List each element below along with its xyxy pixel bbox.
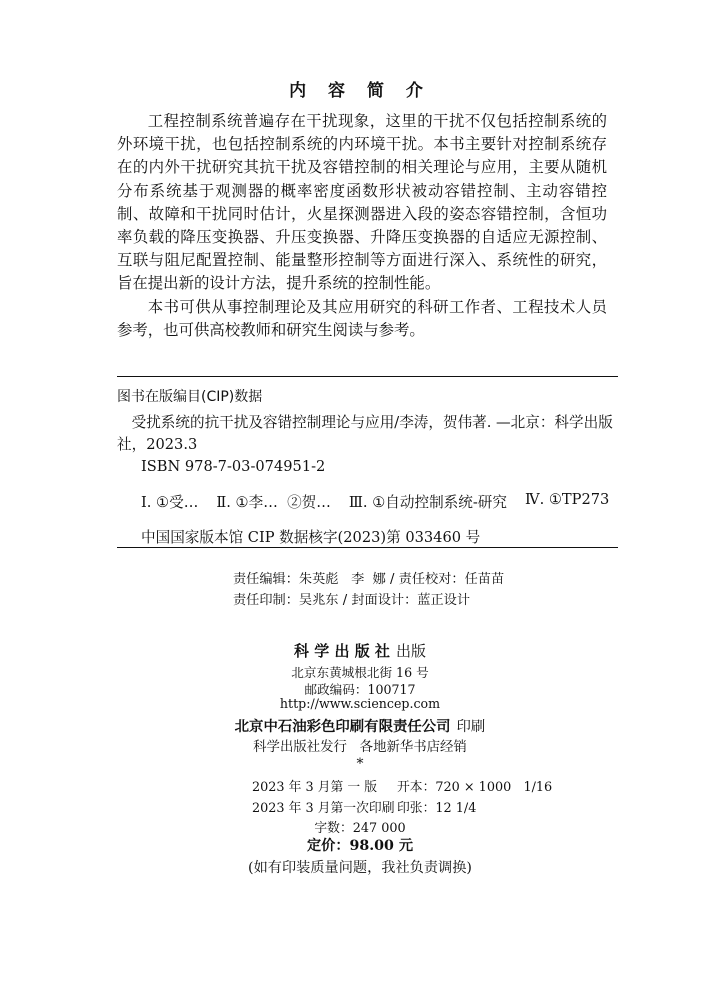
publisher-name: 科 学 出 版 社 (294, 642, 390, 660)
publisher-postcode: 邮政编码：100717 (304, 682, 416, 697)
edition-first: 2023 年 3 月第 一 版 (252, 780, 378, 795)
cip-class-3: Ⅲ. ①自动控制系统-研究 (348, 494, 507, 511)
edition-format: 开本：720 × 1000 1/16 (397, 780, 553, 795)
credits-production: 责任印制：吴兆东 / 封面设计：蓝正设计 (233, 593, 471, 608)
publisher-address: 北京东黄城根北街 16 号 (291, 665, 429, 680)
cip-heading: 图书在版编目(CIP)数据 (117, 389, 263, 405)
credits-editors: 责任编辑：朱英彪 李 娜 / 责任校对：任苗苗 (233, 572, 505, 587)
printer-suffix: 印刷 (456, 719, 486, 735)
edition-sheets: 印张：12 1/4 (397, 801, 477, 816)
cip-verification: 中国国家版本馆 CIP 数据核字(2023)第 033460 号 (141, 529, 481, 546)
publisher-line (0, 640, 720, 661)
publisher-suffix: 出版 (395, 642, 426, 660)
price: 定价：98.00 元 (306, 838, 414, 854)
quality-note: (如有印装质量问题，我社负责调换) (248, 860, 472, 876)
cip-class-1: Ⅰ. ①受… (141, 494, 199, 511)
edition-row-1 (252, 776, 552, 795)
edition-row-2 (252, 797, 476, 816)
cip-main-entry: 受扰系统的抗干扰及容错控制理论与应用/李涛，贺伟著. —北京：科学出版社，2023.3 (117, 414, 613, 453)
summary-paragraph-2: 本书可供从事控制理论及其应用研究的科研工作者、工程技术人员参考，也可供高校教师和研究生阅读与参考。 (117, 298, 607, 340)
cip-classification (141, 491, 611, 512)
distribution-line: 科学出版社发行 各地新华书店经销 (253, 740, 467, 755)
separator-star: * (356, 756, 364, 772)
cip-class-4: Ⅳ. ①TP273 (524, 491, 610, 508)
printer-name: 北京中石油彩色印刷有限责任公司 (234, 718, 451, 735)
cip-class-2: Ⅱ. ①李… ②贺… (216, 494, 331, 511)
printer-line (0, 715, 720, 736)
publisher-url: http://www.sciencep.com (279, 696, 441, 711)
cip-top-rule (117, 376, 618, 377)
word-count: 字数：247 000 (314, 821, 406, 836)
edition-first-print: 2023 年 3 月第一次印刷 (252, 801, 395, 816)
cip-bottom-rule (117, 547, 618, 548)
summary-paragraph-1: 工程控制系统普遍存在干扰现象，这里的干扰不仅包括控制系统的外环境干扰，也包括控制系统的内环境干扰。本书主要针对控制系统存在的内外干扰研究其抗干扰及容错控制的相关理论与应用，主要从随机分布系统基于观测器的概率密度函数形状被动容错控制、主动容错控制、故障和干扰同时估计，火星探测器进入段的姿态容错控制，含恒功率负载的降压变换器、升压变换器、升降压变换器的自适应无源控制、互联与阻尼配置控制、能量整形控制等方面进行深入、系统性的研究，旨在提出新的设计方法，提升系统的控制性能。 (117, 112, 607, 293)
summary-title: 内 容 简 介 (289, 81, 431, 101)
cip-isbn: ISBN 978-7-03-074951-2 (141, 458, 326, 475)
